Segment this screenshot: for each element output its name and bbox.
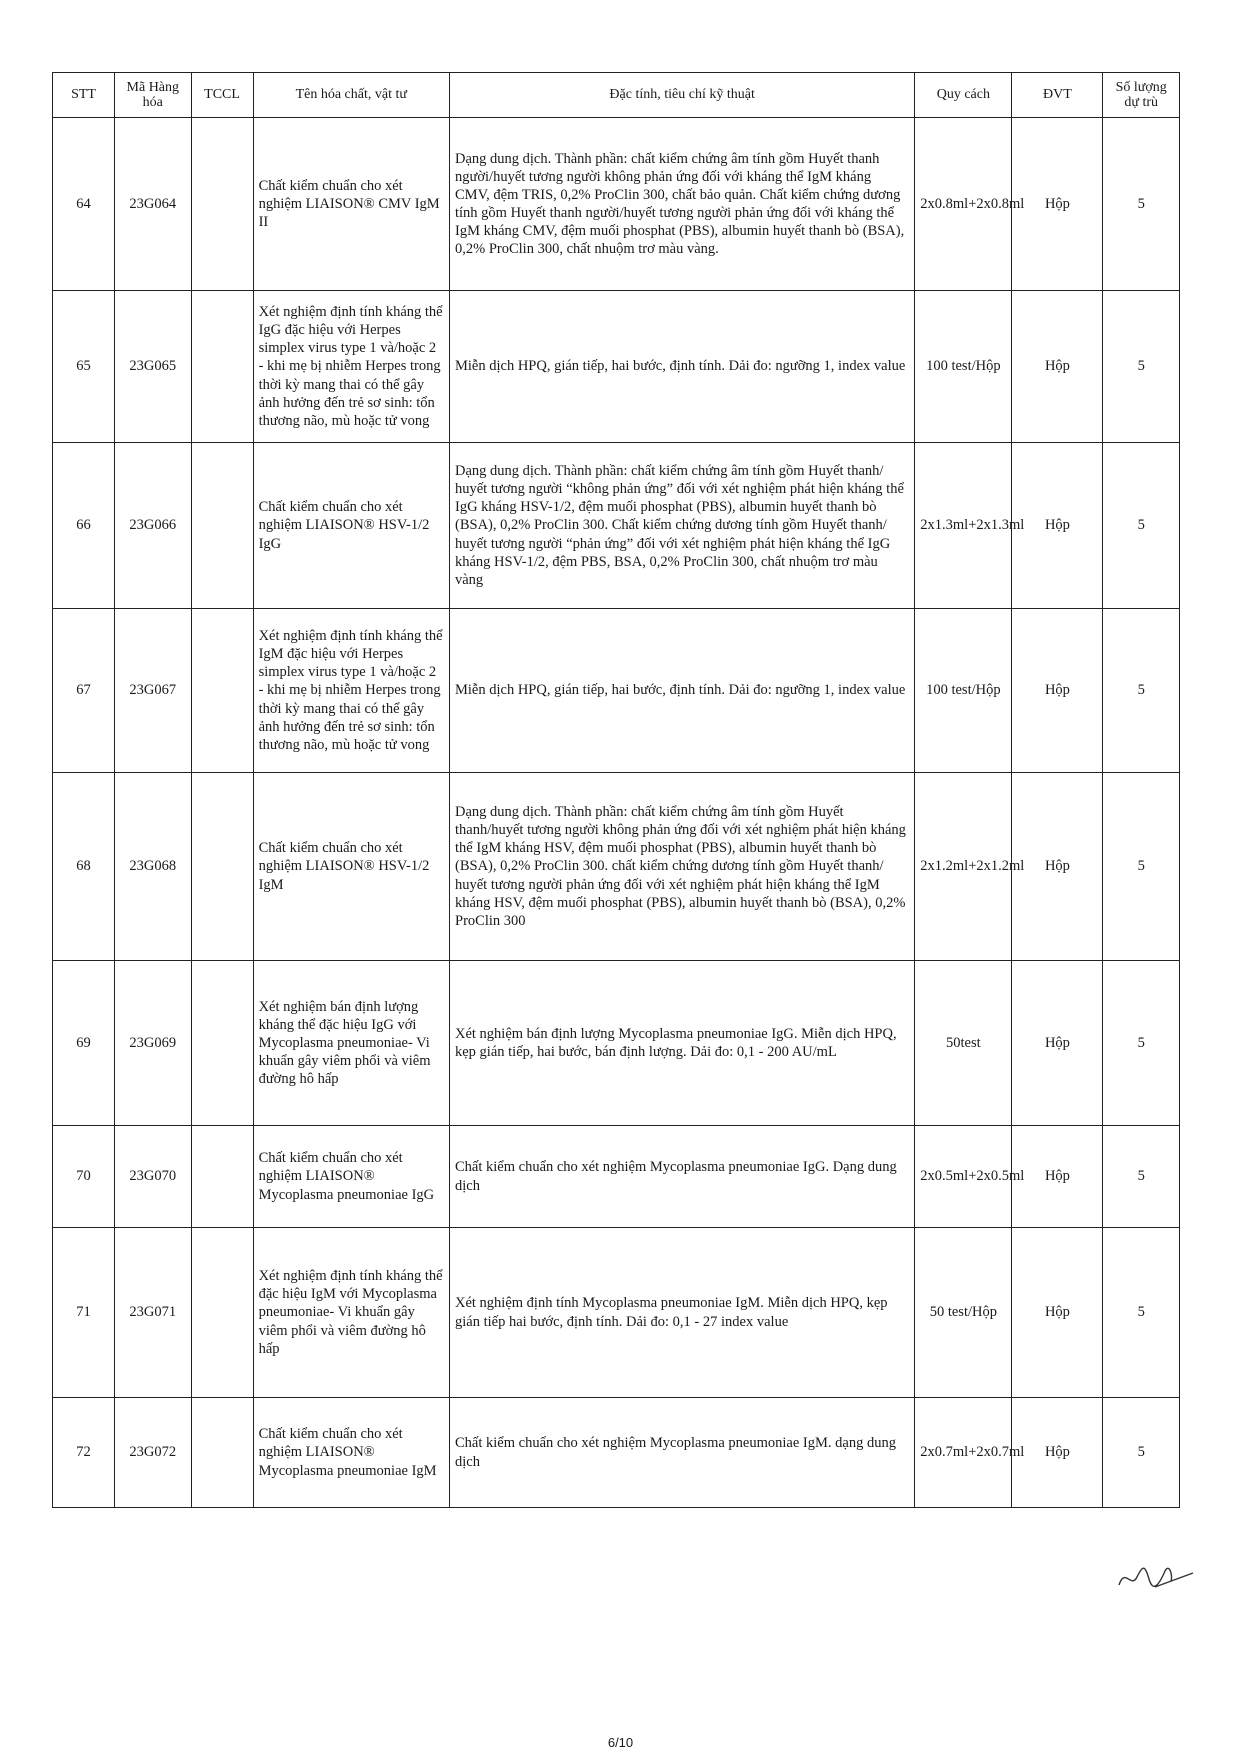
table-row [53, 118, 1180, 291]
table-row [53, 443, 1180, 609]
row-qty: 5 [1103, 118, 1180, 291]
col-header-unit: ĐVT [1012, 73, 1103, 118]
col-header-code: Mã Hàng hóa [115, 73, 192, 118]
row-name: Xét nghiệm bán định lượng kháng thể đặc hiệu IgG với Mycoplasma pneumoniae- Vi khuẩn gây viêm phổi và viêm đường hô hấp [253, 961, 449, 1126]
row-unit: Hộp [1012, 1228, 1103, 1398]
table-row [53, 1126, 1180, 1228]
row-unit: Hộp [1012, 1126, 1103, 1228]
row-code: 23G068 [115, 773, 192, 961]
row-pack: 50test [915, 961, 1012, 1126]
row-qty: 5 [1103, 1228, 1180, 1398]
row-tccl [191, 291, 253, 443]
row-spec: Dạng dung dịch. Thành phần: chất kiểm chứng âm tính gồm Huyết thanh/huyết tương người không phản ứng đối với xét nghiệm phát hiện kháng thể IgM kháng HSV, đệm muối phosphat (PBS), albumin huyết thanh bò (BSA), 0,2% ProClin 300. chất kiểm chứng dương tính gồm Huyết thanh/ huyết tương người phản ứng đối với xét nghiệm phát hiện kháng thể IgM kháng HSV, đệm muối phosphat (PBS), albumin huyết thanh bò (BSA), 0,2% ProClin 300 [450, 773, 915, 961]
col-header-name: Tên hóa chất, vật tư [253, 73, 449, 118]
table-header-row [53, 73, 1180, 118]
row-spec: Xét nghiệm định tính Mycoplasma pneumoniae IgM. Miễn dịch HPQ, kẹp gián tiếp hai bước, định tính. Dải đo: 0,1 - 27 index value [450, 1228, 915, 1398]
col-header-tccl: TCCL [191, 73, 253, 118]
row-name: Chất kiểm chuẩn cho xét nghiệm LIAISON® Mycoplasma pneumoniae IgM [253, 1398, 449, 1508]
row-name: Chất kiểm chuẩn cho xét nghiệm LIAISON® HSV-1/2 IgM [253, 773, 449, 961]
row-stt: 67 [53, 609, 115, 773]
row-name: Xét nghiệm định tính kháng thể đặc hiệu IgM với Mycoplasma pneumoniae- Vi khuẩn gây viêm phổi và viêm đường hô hấp [253, 1228, 449, 1398]
row-pack: 50 test/Hộp [915, 1228, 1012, 1398]
col-header-spec: Đặc tính, tiêu chí kỹ thuật [450, 73, 915, 118]
row-tccl [191, 1228, 253, 1398]
row-name: Xét nghiệm định tính kháng thể IgG đặc hiệu với Herpes simplex virus type 1 và/hoặc 2 - khi mẹ bị nhiễm Herpes trong thời kỳ mang thai có thể gây ảnh hưởng đến trẻ sơ sinh: tổn thương não, mù hoặc tử vong [253, 291, 449, 443]
row-unit: Hộp [1012, 118, 1103, 291]
row-code: 23G066 [115, 443, 192, 609]
row-qty: 5 [1103, 443, 1180, 609]
row-pack: 2x1.3ml+2x1.3ml [915, 443, 1012, 609]
row-tccl [191, 773, 253, 961]
row-spec: Chất kiểm chuẩn cho xét nghiệm Mycoplasma pneumoniae IgM. dạng dung dịch [450, 1398, 915, 1508]
table-row [53, 1228, 1180, 1398]
row-name: Chất kiểm chuẩn cho xét nghiệm LIAISON® HSV-1/2 IgG [253, 443, 449, 609]
row-unit: Hộp [1012, 1398, 1103, 1508]
row-spec: Miễn dịch HPQ, gián tiếp, hai bước, định tính. Dải đo: ngưỡng 1, index value [450, 291, 915, 443]
row-qty: 5 [1103, 961, 1180, 1126]
row-spec: Xét nghiệm bán định lượng Mycoplasma pneumoniae IgG. Miễn dịch HPQ, kẹp gián tiếp, hai bước, bán định lượng. Dải đo: 0,1 - 200 AU/mL [450, 961, 915, 1126]
row-stt: 70 [53, 1126, 115, 1228]
row-unit: Hộp [1012, 291, 1103, 443]
supplies-table [52, 72, 1180, 1508]
row-code: 23G071 [115, 1228, 192, 1398]
row-spec: Chất kiểm chuẩn cho xét nghiệm Mycoplasma pneumoniae IgG. Dạng dung dịch [450, 1126, 915, 1228]
row-stt: 66 [53, 443, 115, 609]
row-qty: 5 [1103, 773, 1180, 961]
table-row [53, 773, 1180, 961]
row-name: Xét nghiệm định tính kháng thể IgM đặc hiệu với Herpes simplex virus type 1 và/hoặc 2 - khi mẹ bị nhiễm Herpes trong thời kỳ mang thai có thể gây ảnh hưởng đến trẻ sơ sinh: tổn thương não, mù hoặc tử vong [253, 609, 449, 773]
row-pack: 2x1.2ml+2x1.2ml [915, 773, 1012, 961]
row-stt: 65 [53, 291, 115, 443]
row-tccl [191, 1126, 253, 1228]
row-pack: 2x0.8ml+2x0.8ml [915, 118, 1012, 291]
signature-mark [1115, 1555, 1195, 1595]
row-stt: 68 [53, 773, 115, 961]
row-unit: Hộp [1012, 961, 1103, 1126]
row-pack: 100 test/Hộp [915, 609, 1012, 773]
row-qty: 5 [1103, 1398, 1180, 1508]
table-row [53, 1398, 1180, 1508]
col-header-pack: Quy cách [915, 73, 1012, 118]
row-unit: Hộp [1012, 443, 1103, 609]
row-stt: 71 [53, 1228, 115, 1398]
row-tccl [191, 443, 253, 609]
row-pack: 100 test/Hộp [915, 291, 1012, 443]
row-code: 23G072 [115, 1398, 192, 1508]
row-code: 23G065 [115, 291, 192, 443]
table-row [53, 961, 1180, 1126]
col-header-qty: Số lượng dự trù [1103, 73, 1180, 118]
row-tccl [191, 1398, 253, 1508]
row-spec: Dạng dung dịch. Thành phần: chất kiểm chứng âm tính gồm Huyết thanh/ huyết tương người “không phản ứng” đối với xét nghiệm phát hiện kháng thể IgG kháng HSV-1/2, đệm muối phosphat (PBS), albumin huyết thanh bò (BSA), 0,2% ProClin 300. Chất kiểm chứng dương tính gồm Huyết thanh/ huyết tương người “phản ứng” đối với xét nghiệm phát hiện kháng thể IgG kháng HSV-1/2, đệm PBS, BSA, 0,2% ProClin 300, chất nhuộm trơ màu vàng [450, 443, 915, 609]
row-tccl [191, 609, 253, 773]
row-stt: 69 [53, 961, 115, 1126]
row-tccl [191, 118, 253, 291]
row-name: Chất kiểm chuẩn cho xét nghiệm LIAISON® Mycoplasma pneumoniae IgG [253, 1126, 449, 1228]
row-pack: 2x0.7ml+2x0.7ml [915, 1398, 1012, 1508]
row-pack: 2x0.5ml+2x0.5ml [915, 1126, 1012, 1228]
row-code: 23G069 [115, 961, 192, 1126]
row-qty: 5 [1103, 609, 1180, 773]
row-unit: Hộp [1012, 609, 1103, 773]
page-number: 6/10 [607, 1735, 634, 1750]
row-tccl [191, 961, 253, 1126]
row-qty: 5 [1103, 291, 1180, 443]
row-code: 23G067 [115, 609, 192, 773]
col-header-stt: STT [53, 73, 115, 118]
row-name: Chất kiểm chuẩn cho xét nghiệm LIAISON® CMV IgM II [253, 118, 449, 291]
table-row [53, 609, 1180, 773]
row-qty: 5 [1103, 1126, 1180, 1228]
table-row [53, 291, 1180, 443]
row-spec: Dạng dung dịch. Thành phần: chất kiểm chứng âm tính gồm Huyết thanh người/huyết tương người không phản ứng đối với kháng thể IgM kháng CMV, đệm TRIS, 0,2% ProClin 300, chất bảo quản. Chất kiểm chứng dương tính gồm Huyết thanh người/huyết tương người phản ứng đối với kháng thể IgM kháng CMV, đệm muối phosphat (PBS), albumin huyết thanh bò (BSA), 0,2% ProClin 300, chất nhuộm trơ màu vàng. [450, 118, 915, 291]
row-spec: Miễn dịch HPQ, gián tiếp, hai bước, định tính. Dải đo: ngưỡng 1, index value [450, 609, 915, 773]
row-stt: 64 [53, 118, 115, 291]
row-code: 23G070 [115, 1126, 192, 1228]
row-stt: 72 [53, 1398, 115, 1508]
row-code: 23G064 [115, 118, 192, 291]
row-unit: Hộp [1012, 773, 1103, 961]
